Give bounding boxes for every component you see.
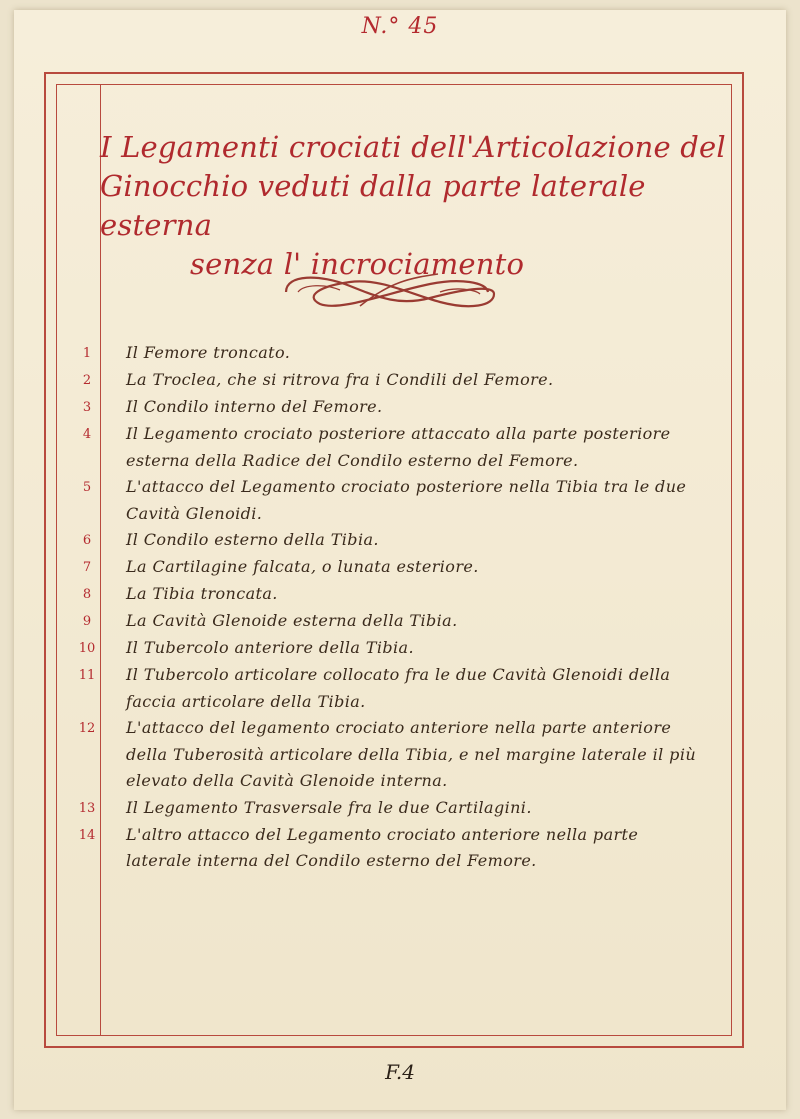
item-number: 5 [82,480,92,495]
list-item [64,715,704,795]
item-number: 6 [82,533,92,548]
item-text: L'attacco del legamento crociato anteriore nella parte anteriore della Tuberosità articolare della Tibia, e nel margine laterale il più elevato della Cavità Glenoide interna. [126,718,697,790]
item-number: 11 [78,668,96,683]
list-item [64,340,704,367]
title-line-1: I Legamenti crociati dell'Articolazione del [100,130,726,164]
item-text: L'altro attacco del Legamento crociato anteriore nella parte laterale interna del Condilo esterno del Femore. [126,824,639,870]
item-number: 1 [82,346,92,361]
item-text: Il Legamento crociato posteriore attaccato alla parte posteriore esterna della Radice del Condilo esterno del Femore. [126,424,671,470]
title-line-3: senza l' incrociamento [190,247,525,281]
item-number: 7 [82,560,92,575]
calligraphic-flourish [280,262,500,322]
item-number: 4 [82,427,92,442]
item-text: L'attacco del Legamento crociato posteriore nella Tibia tra le due Cavità Glenoidi. [126,477,687,523]
item-number: 3 [82,400,92,415]
folio-number-bottom: F.4 [385,1060,415,1084]
item-text: Il Tubercolo articolare collocato fra le due Cavità Glenoidi della faccia articolare della Tibia. [126,665,671,711]
title-line-2: Ginocchio veduti dalla parte laterale esterna [100,169,646,242]
list-item [64,554,704,581]
item-number: 8 [82,587,92,602]
item-number: 10 [78,641,96,656]
list-item [64,581,704,608]
item-number: 14 [78,827,96,843]
item-text: La Troclea, che si ritrova fra i Condili del Femore. [126,370,554,389]
list-item [64,421,704,474]
list-item [64,608,704,635]
list-item [64,474,704,527]
list-item [64,527,704,554]
item-text: Il Condilo esterno della Tibia. [126,530,379,549]
item-list [64,340,704,875]
folio-number-top: N.° 45 [361,14,439,39]
list-item [64,367,704,394]
item-text: Il Legamento Trasversale fra le due Cartilagini. [126,797,532,817]
item-text: La Tibia troncata. [126,584,278,603]
list-item [64,394,704,421]
list-item [64,662,704,715]
item-number: 2 [82,373,92,388]
item-text: Il Tubercolo anteriore della Tibia. [126,638,414,657]
item-text: La Cartilagine falcata, o lunata esteriore. [126,557,479,576]
item-text: La Cavità Glenoide esterna della Tibia. [126,611,458,630]
item-text: Il Condilo interno del Femore. [126,397,383,416]
list-item [64,795,704,822]
item-number: 13 [78,800,96,816]
item-text: Il Femore troncato. [126,343,291,362]
page-title [100,128,730,284]
item-number: 12 [78,721,96,736]
item-number: 9 [82,614,92,629]
list-item [64,822,704,875]
list-item [64,635,704,662]
